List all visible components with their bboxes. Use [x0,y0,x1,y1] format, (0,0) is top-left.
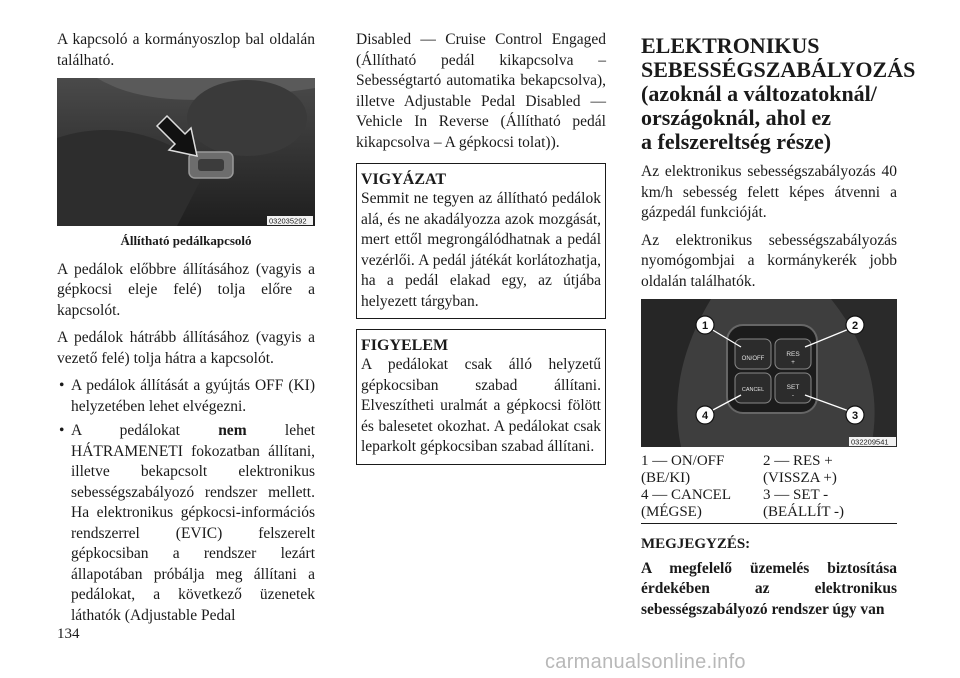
caution-box [356,329,606,465]
bullet-dot: • [59,377,65,394]
callout-3: 3 [851,410,859,422]
btn-res-sign: + [791,359,795,366]
bullet-item [57,421,315,626]
photo-code: 032035292 [269,216,307,226]
bullet-text-rest: lehet HÁTRAMENETI fokozatban állítani, illetve bekapcsolt elektronikus sebességszabályozó rendszer mellett. Ha elektronikus gépkocsi-információs rendszerrel (EVIC) felszerelt gépkocsiban a rendszer lezárt állapotában próbálja meg állítani a pedálokat, a következő üzenetek láthatók (Adjustable Pedal [71,422,316,624]
cruise-buttons-photo [641,299,897,447]
legend-item: 4 — CANCEL [641,487,731,503]
legend-item: (VISSZA +) [763,470,837,486]
heading-line: ELEKTRONIKUS [641,33,820,58]
cruise-buttons-illustration [641,299,897,447]
column-middle [356,30,606,475]
bullet-text-pre: A pedálokat [71,422,180,439]
caution-text: A pedálokat csak álló helyzetű gépkocsiban szabad állítani. Elveszítheti uralmát a gépkocsi fölött és balesetet okozhat. A pedálokat csak leparkolt gépkocsiban szabad állítani. [361,356,601,455]
continued-text: Disabled — Cruise Control Engaged (Állítható pedál kikapcsolva – Sebességtartó automatika bekapcsolva), illetve Adjustable Pedal Disabled — Vehicle In Reverse (Állítható pedál kikapcsolva – A gépkocsi tolat)). [356,31,606,151]
intro-text: A kapcsoló a kormányoszlop bal oldalán található. [57,31,315,69]
photo-caption: Állítható pedálkapcsoló [120,233,252,248]
heading-line: (azoknál a változatoknál/ [641,81,877,106]
column-left [57,30,315,630]
pedal-switch-photo [57,78,315,226]
watermark: carmanualsonline.info [545,651,746,673]
bullet-dot: • [59,422,65,439]
legend-item: 3 — SET - [763,487,829,503]
btn-res-label: RES [786,351,800,358]
heading-line: a felszereltség része) [641,129,832,154]
btn-set-label: SET [786,384,800,391]
bullet-text-bold: nem [218,422,247,439]
section-heading [641,33,916,154]
note-text: A megfelelő üzemelés biztosítása érdekében az elektronikus sebességszabályozó rendszer úgy van [641,559,897,618]
button-legend [641,453,897,524]
btn-set-sign: - [791,392,795,399]
caution-title: FIGYELEM [361,337,449,354]
heading-line: SEBESSÉGSZABÁLYOZÁS [641,57,916,82]
btn-onoff-label: ON/OFF [741,356,765,362]
warning-title: VIGYÁZAT [361,171,447,188]
para-forward: A pedálok előbbre állításához (vagyis a gépkocsi eleje felé) tolja előre a kapcsolót. [57,260,315,319]
pedal-switch-illustration [57,78,315,226]
column-right [641,30,916,620]
legend-item: (MÉGSE) [641,504,702,520]
cruise-para-1: Az elektronikus sebességszabályozás 40 km/h sebesség felett képes átvenni a gázpedál funkcióját. [641,163,897,221]
warning-text: Semmit ne tegyen az állítható pedálok alá, és ne akadályozza azok mozgását, mert ettől megrongálódhatnak a pedál vezérlői. A pedál játékát korlátozhatja, ha a pedál elakad egy, az útjába helyezett tárgyban. [361,190,601,310]
legend-item: 1 — ON/OFF [641,453,725,469]
heading-line: országoknál, ahol ez [641,105,832,130]
bullet-item [57,376,315,417]
callout-1: 1 [701,320,709,332]
callout-2: 2 [851,320,859,332]
cruise-para-2: Az elektronikus sebességszabályozás nyomógombjai a kormánykerék jobb oldalán találhatók. [641,231,897,290]
photo-code: 032209541 [851,437,889,447]
legend-item: 2 — RES + [763,453,833,469]
legend-item: (BE/KI) [641,470,691,486]
legend-item: (BEÁLLÍT -) [763,504,844,520]
note-title: MEGJEGYZÉS: [641,536,751,552]
bullet-text: A pedálok állítását a gyújtás OFF (KI) helyzetében lehet elvégezni. [71,377,315,415]
warning-box [356,163,606,319]
btn-cancel-label: CANCEL [741,387,765,393]
para-back: A pedálok hátrább állításához (vagyis a vezető felé) tolja hátra a kapcsolót. [57,329,315,367]
page-number: 134 [57,626,80,642]
callout-4: 4 [701,410,709,422]
